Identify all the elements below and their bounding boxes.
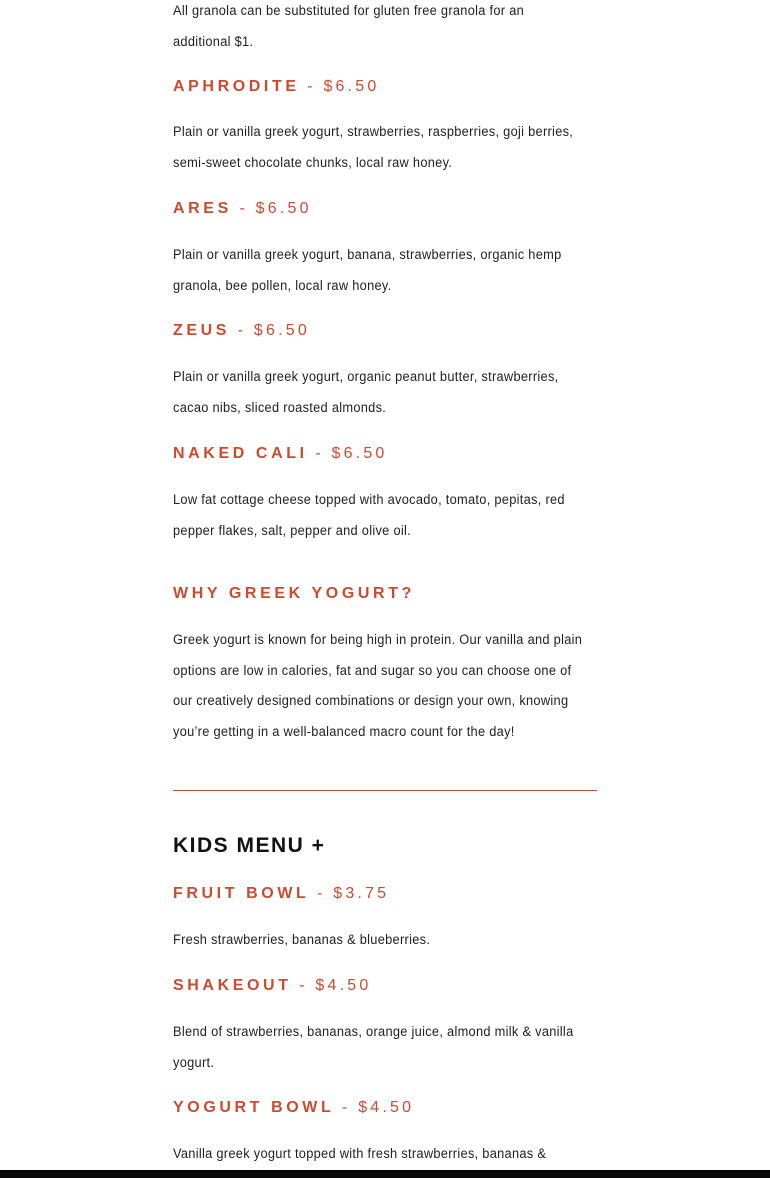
menu-item-title-zeus — [173, 321, 310, 341]
item-price: - $6.50 — [299, 78, 380, 95]
kids-item-description: Vanilla greek yogurt topped with fresh strawberries, bananas & — [173, 1146, 547, 1161]
kids-menu-title: KIDS MENU + — [173, 834, 326, 857]
menu-item-description: Plain or vanilla greek yogurt, strawberries, raspberries, goji berries, semi-sweet chocolate chunks, local raw honey. — [173, 124, 574, 170]
kids-item-title-shakeout — [173, 976, 371, 996]
menu-item-description: Plain or vanilla greek yogurt, organic peanut butter, strawberries, cacao nibs, sliced roasted almonds. — [173, 369, 559, 415]
item-name: SHAKEOUT — [173, 977, 292, 994]
item-price: - $4.50 — [291, 977, 372, 994]
item-price: - $3.75 — [309, 885, 390, 902]
why-greek-yogurt-body: Greek yogurt is known for being high in protein. Our vanilla and plain options are low in calories, fat and sugar so you can choose one of our creatively designed combinations or design your own, knowing you’re getting in a well-balanced macro count for the day! — [173, 632, 583, 739]
menu-item-description: Low fat cottage cheese topped with avocado, tomato, pepitas, red pepper flakes, salt, pepper and olive oil. — [173, 492, 565, 538]
item-name: ARES — [173, 200, 232, 217]
item-name: YOGURT BOWL — [173, 1099, 335, 1116]
kids-item-title-yogurt-bowl — [173, 1098, 414, 1118]
item-price: - $6.50 — [230, 322, 310, 339]
item-name: APHRODITE — [173, 78, 300, 95]
item-name: ZEUS — [173, 322, 231, 339]
item-price: - $6.50 — [231, 200, 312, 217]
item-price: - $6.50 — [307, 445, 388, 462]
granola-note: All granola can be substituted for gluten free granola for an additional $1. — [173, 3, 525, 49]
menu-item-title-ares — [173, 199, 312, 219]
kids-item-description: Fresh strawberries, bananas & blueberries. — [173, 932, 431, 947]
item-name: FRUIT BOWL — [173, 885, 310, 902]
menu-item-title-naked-cali — [173, 444, 388, 464]
kids-item-description: Blend of strawberries, bananas, orange juice, almond milk & vanilla yogurt. — [173, 1024, 574, 1070]
item-name: NAKED CALI — [173, 445, 308, 462]
bottom-bar — [0, 1170, 770, 1178]
menu-item-title-aphrodite — [173, 77, 380, 97]
item-price: - $4.50 — [334, 1099, 415, 1116]
section-divider — [173, 790, 597, 791]
kids-item-title-fruit-bowl — [173, 884, 389, 904]
why-greek-yogurt-title: WHY GREEK YOGURT? — [173, 585, 415, 602]
menu-item-description: Plain or vanilla greek yogurt, banana, strawberries, organic hemp granola, bee pollen, local raw honey. — [173, 247, 562, 293]
